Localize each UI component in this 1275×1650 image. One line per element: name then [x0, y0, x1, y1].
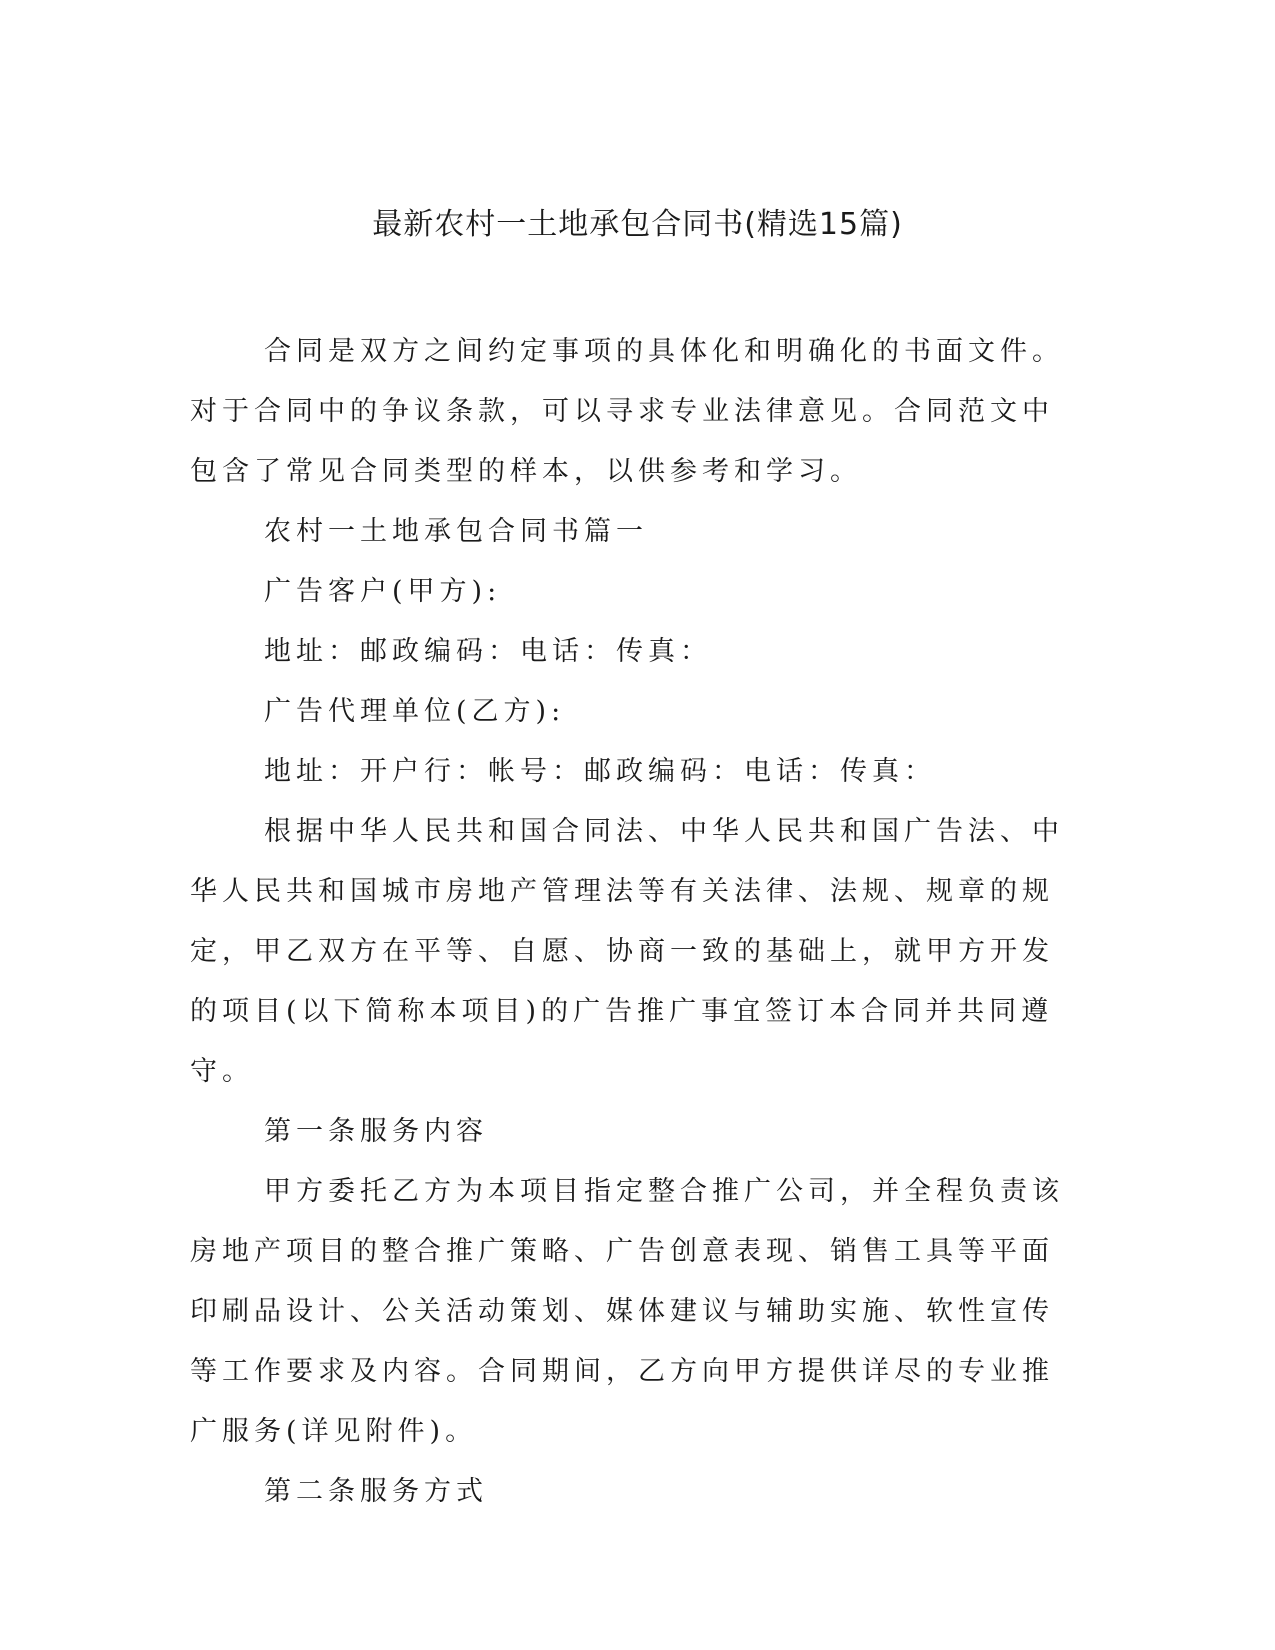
article-two-heading: 第二条服务方式 [264, 1476, 488, 1507]
party-b-label: 广告代理单位(乙方): [264, 696, 566, 727]
intro-paragraph: 合同是双方之间约定事项的具体化和明确化的书面文件。对于合同中的争议条款，可以寻求专业法律意见。合同范文中包含了常见合同类型的样本，以供参考和学习。 [190, 336, 1064, 487]
party-a-label: 广告客户(甲方): [264, 576, 502, 607]
document-body [190, 322, 1070, 1522]
party-b-contact-fields: 地址：开户行：帐号：邮政编码：电话：传真： [264, 756, 936, 787]
article-one-heading: 第一条服务内容 [264, 1116, 488, 1147]
party-a-contact-fields: 地址：邮政编码：电话：传真： [264, 636, 712, 667]
document-title: 最新农村一土地承包合同书(精选15篇) [372, 207, 903, 242]
article-one-paragraph: 甲方委托乙方为本项目指定整合推广公司，并全程负责该房地产项目的整合推广策略、广告创意表现、销售工具等平面印刷品设计、公关活动策划、媒体建议与辅助实施、软性宣传等工作要求及内容。合同期间，乙方向甲方提供详尽的专业推广服务(详见附件)。 [190, 1176, 1064, 1447]
legal-basis-paragraph: 根据中华人民共和国合同法、中华人民共和国广告法、中华人民共和国城市房地产管理法等有关法律、法规、规章的规定，甲乙双方在平等、自愿、协商一致的基础上，就甲方开发的项目(以下简称本项目)的广告推广事宜签订本合同并共同遵守。 [190, 816, 1064, 1087]
section-heading-part-one: 农村一土地承包合同书篇一 [264, 516, 648, 547]
